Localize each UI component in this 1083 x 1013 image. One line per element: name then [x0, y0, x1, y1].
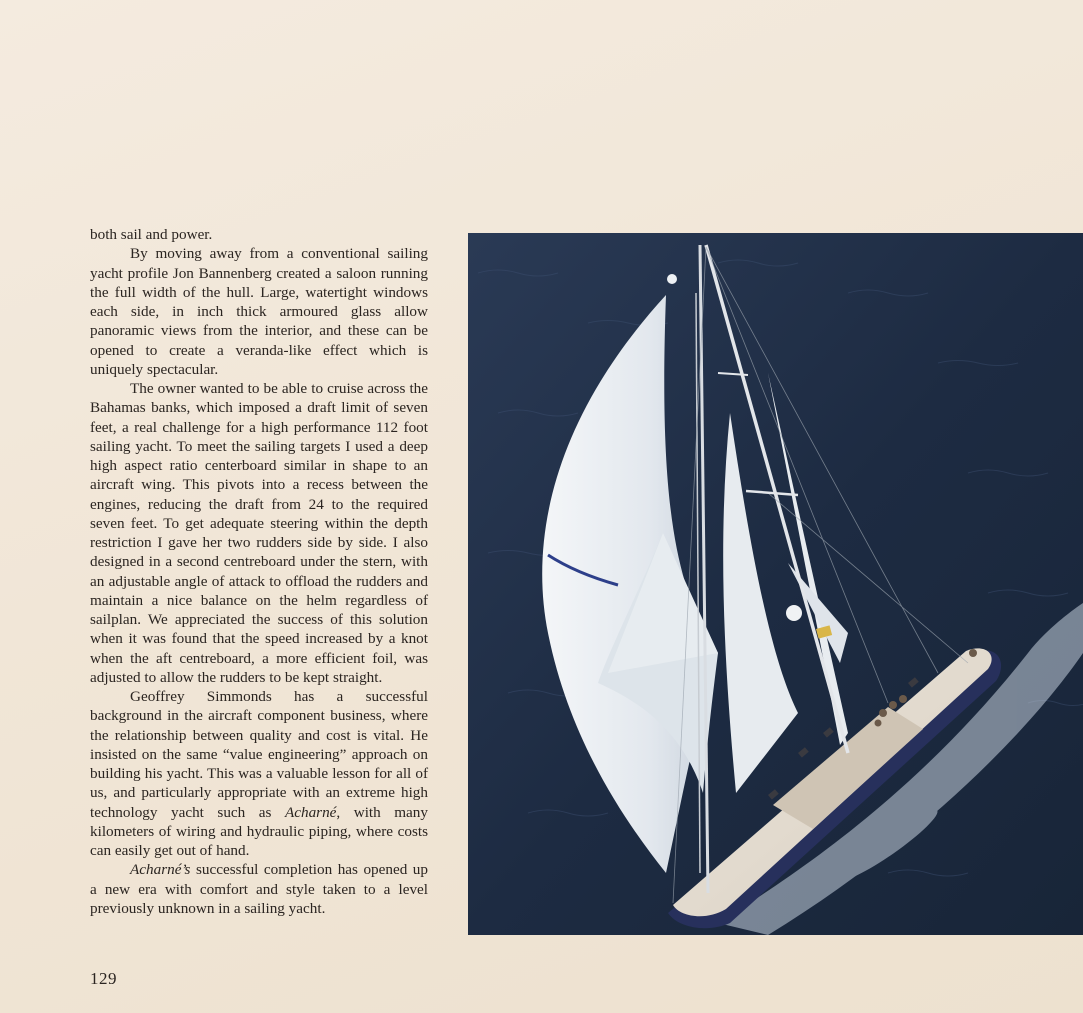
article-paragraph [90, 687, 428, 860]
yacht-photograph [468, 233, 1083, 935]
article-paragraph [90, 225, 428, 244]
paragraph-text: The owner wanted to be able to cruise across the Bahamas banks, which imposed a draft limit of seven feet, a real challenge for a high performance 112 foot sailing yacht. To meet the sailing targets I used a deep high aspect ratio centerboard similar in shape to an aircraft wing. This pivots into a recess between the engines, reducing the draft from 24 to the required seven feet. To get adequate steering within the depth restriction I gave her two rudders side by side. I also designed in a second centreboard under the stern, with an adjustable angle of attack to offload the rudders and maintain a nice balance on the helm regardless of sailplan. We appreciated the success of this solution when it was found that the speed increased by a knot when the aft centreboard, a more efficient foil, was adjusted to allow the rudders to be kept straight. [90, 380, 428, 686]
yacht-illustration [468, 233, 1083, 935]
yacht-name: Acharné’s [130, 861, 191, 879]
article-paragraph [90, 860, 428, 918]
radar-dome [786, 605, 802, 621]
yacht-name: Acharné [284, 803, 337, 821]
paragraph-text: By moving away from a conventional sailing yacht profile Jon Bannenberg created a saloon running the full width of the hull. Large, watertight windows each side, in inch thick armoured glass allow panoramic views from the interior, and these can be opened to create a veranda-like effect which is uniquely spectacular. [90, 245, 428, 378]
paragraph-text: Geoffrey Simmonds has a successful background in the aircraft component business, where the relationship between quality and cost is vital. He insisted on the same “value engineering” approach on building his yacht. This was a valuable lesson for all of us, and particularly appropriate with an extreme high technology yacht such as [90, 688, 428, 821]
page-number: 129 [90, 969, 117, 988]
article-paragraph [90, 244, 428, 379]
article-text-column [90, 225, 428, 918]
paragraph-text: , with many kilometers of wiring and hydraulic piping, where costs can easily get out of hand. [90, 803, 428, 859]
article-paragraph [90, 379, 428, 687]
masthead-fitting [667, 274, 677, 284]
paragraph-text: both sail and power. [90, 226, 213, 243]
paragraph-text: successful completion has opened up a new era with comfort and style taken to a level previously unknown in a sailing yacht. [90, 861, 428, 917]
